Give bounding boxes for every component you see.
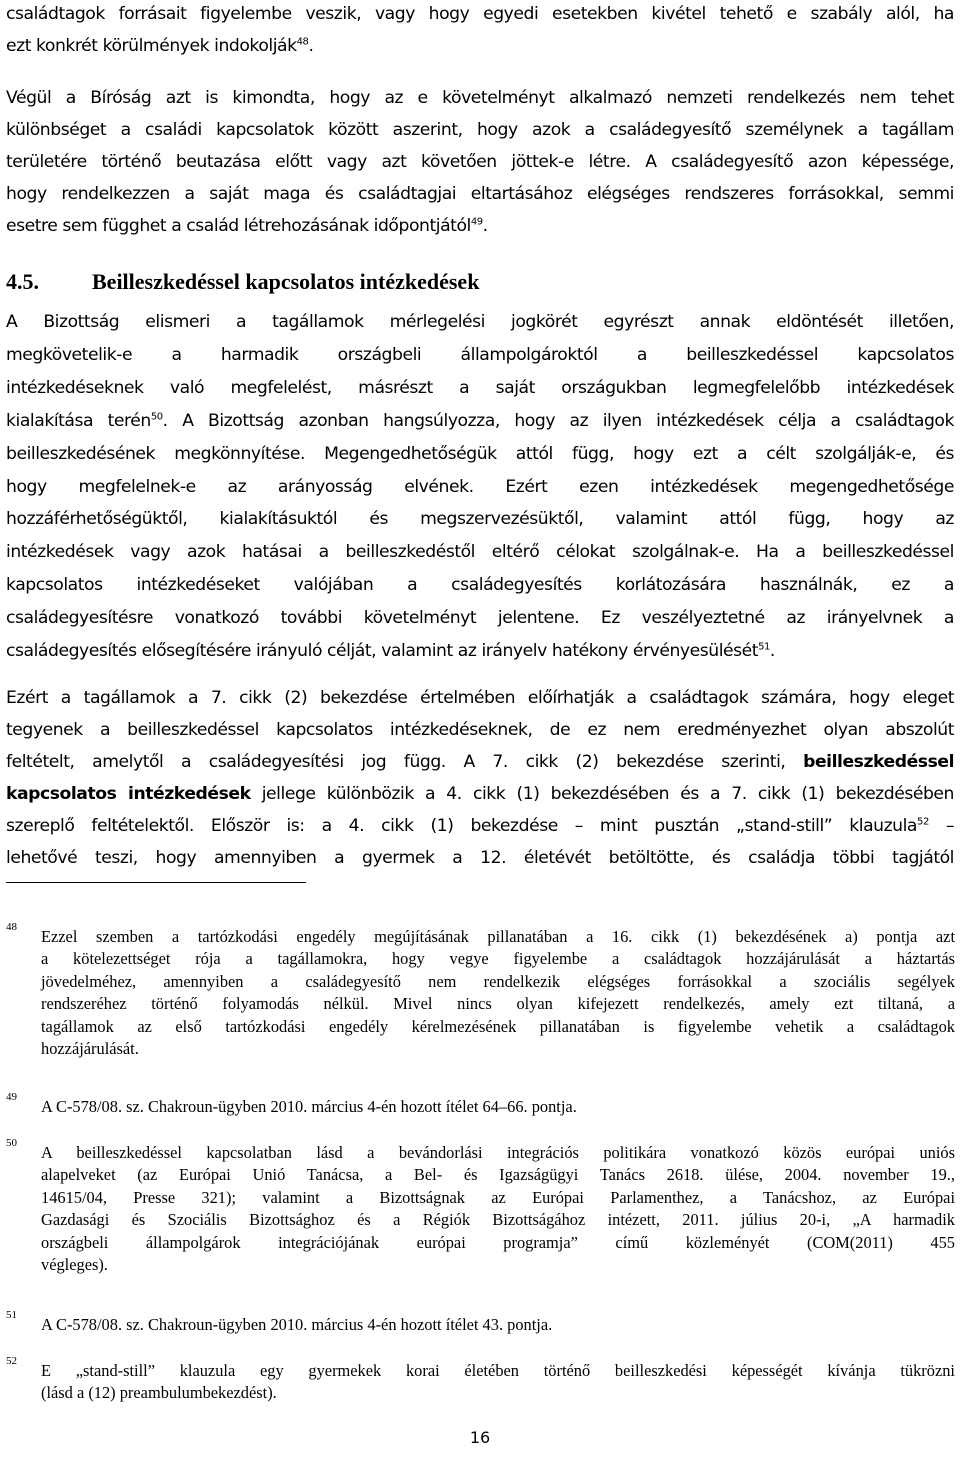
footnote-number: 49 xyxy=(6,1091,17,1103)
footnote-number: 50 xyxy=(6,1137,17,1149)
footnote-text xyxy=(41,1314,955,1336)
section-number: 4.5. xyxy=(6,269,39,294)
page-number: 16 xyxy=(469,1428,491,1447)
text-line xyxy=(6,30,954,62)
text-line: alapelveket (az Európai Unió Tanácsa, a Bel- és Igazságügyi Tanács 2618. ülése, 2004. november 19., xyxy=(41,1165,955,1185)
text-line: végleges). xyxy=(41,1255,108,1275)
text-line: A C-578/08. sz. Chakroun-ügyben 2010. március 4-én hozott ítélet 43. pontja. xyxy=(41,1315,553,1334)
text-line xyxy=(6,746,954,778)
text-line: jövedelméhez, amennyiben a családegyesítő nem rendelkezik elégséges forrásokkal a szociális segélyek xyxy=(41,971,955,991)
text-line: Ezzel szemben a tartózkodási engedély megújításának pillanatában a 16. cikk (1) bekezdésének a) pontja azt xyxy=(41,927,955,946)
footnote-number: 48 xyxy=(6,921,17,933)
text-fragment: családegyesítés elősegítésére irányuló célját, valamint az irányelv hatékony érvényesülését xyxy=(6,641,759,662)
footnote-separator xyxy=(6,882,306,883)
text-fragment: . xyxy=(482,216,488,236)
footnote-ref-52[interactable]: 52 xyxy=(917,816,929,828)
paragraph-2 xyxy=(6,82,954,242)
text-line: A C-578/08. sz. Chakroun-ügyben 2010. március 4-én hozott ítélet 64–66. pontja. xyxy=(41,1097,577,1116)
text-fragment: jellege különbözik a 4. cikk (1) bekezdésében és a 7. cikk (1) bekezdésében xyxy=(261,784,954,804)
section-title: Beilleszkedéssel kapcsolatos intézkedések xyxy=(92,269,480,294)
text-line: rendszeréhez történő folyamodás nélkül. Mivel nincs olyan kifejezett rendelkezés, amely ezt tiltaná, a xyxy=(41,994,955,1014)
text-line: A Bizottság elismeri a tagállamok mérlegelési jogkörét egyrészt annak eldöntését illetően, xyxy=(6,312,954,332)
text-line: (lásd a (12) preambulumbekezdést). xyxy=(41,1383,277,1403)
footnote-ref-49[interactable]: 49 xyxy=(470,216,483,228)
text-line: területére történő beutazása előtt vagy azt követően jöttek-e létre. A családegyesítő azon képessége, xyxy=(6,152,954,172)
text-line: különbséget a családi kapcsolatok között aszerint, hogy azok a családegyesítő személynek a tagállam xyxy=(6,120,954,140)
text-fragment: – xyxy=(928,816,954,836)
section-heading xyxy=(6,266,479,298)
footnote-number: 52 xyxy=(6,1355,17,1367)
text-line xyxy=(6,210,954,242)
text-line: hozzájárulását. xyxy=(41,1039,139,1059)
footnote-text xyxy=(41,1096,955,1118)
text-line: beilleszkedésének megkönnyítése. Megengedhetőségük attól függ, hogy ezt a célt szolgálják-e, és xyxy=(6,443,954,464)
text-line: tegyenek a beilleszkedéssel kapcsolatos intézkedéseknek, de ez nem eredményezhet olyan abszolút xyxy=(6,720,954,740)
text-fragment: . xyxy=(308,36,314,56)
paragraph-3 xyxy=(6,306,954,668)
text-line: intézkedéseknek való megfelelést, másrészt a saját országukban legmegfelelőbb intézkedések xyxy=(6,377,954,398)
text-line xyxy=(6,405,954,438)
paragraph-4 xyxy=(6,682,954,874)
text-fragment: kialakítása terén xyxy=(6,410,151,431)
footnote-number: 51 xyxy=(6,1309,17,1321)
text-line: családegyesítésre vonatkozó további követelményt jelentene. Ez veszélyeztetné az irányelvnek a xyxy=(6,608,954,629)
text-fragment: . xyxy=(769,641,775,662)
text-line: hogy rendelkezzen a saját maga és családtagjai eltartásához elégséges rendszeres forrásokkal, semmi xyxy=(6,184,954,204)
text-line: országbeli állampolgárok integrációjának európai programja” című közleményét (COM(2011) 455 xyxy=(41,1232,955,1252)
footnote-ref-48[interactable]: 48 xyxy=(296,36,309,48)
text-line: A beilleszkedéssel kapcsolatban lásd a bevándorlási integrációs politikára vonatkozó közös európai uniós xyxy=(41,1143,955,1162)
text-fragment: feltételt, amelytől a családegyesítési jog függ. A 7. cikk (2) bekezdése szerinti, xyxy=(6,752,786,772)
bold-phrase: kapcsolatos intézkedések xyxy=(6,784,251,804)
text-line: Gazdasági és Szociális Bizottsághoz és a Régiók Bizottságához intézett, 2011. július 20-i, „A harmadik xyxy=(41,1210,955,1230)
text-line: kapcsolatos intézkedéseket valójában a családegyesítés korlátozására használnák, ez a xyxy=(6,575,954,596)
text-fragment: esetre sem függhet a család létrehozásának időpontjától xyxy=(6,216,471,236)
text-line: családtagok forrásait figyelembe veszik, vagy hogy egyedi esetekben kivétel tehető e szabály alól, ha xyxy=(6,4,954,24)
text-line: E „stand-still” klauzula egy gyermekek korai életében történő beilleszkedési képességét kívánja tükrözni xyxy=(41,1361,955,1380)
footnote-ref-51[interactable]: 51 xyxy=(758,641,770,653)
footnote-ref-50[interactable]: 50 xyxy=(150,410,163,422)
footnote-text xyxy=(41,1360,955,1405)
text-fragment: szereplő feltételektől. Először is: a 4. cikk (1) bekezdése – mint pusztán „stand-still” klauzula xyxy=(6,816,918,836)
text-line: Végül a Bíróság azt is kimondta, hogy az e követelményt alkalmazó nemzeti rendelkezés nem tehet xyxy=(6,88,954,108)
footnote-text xyxy=(41,1142,955,1276)
text-line: hozzáférhetőségüktől, kialakításuktól és megszervezésüktől, valamint attól függ, hogy az xyxy=(6,509,954,530)
text-line: a kötelezettséget rója a tagállamokra, hogy vegye figyelembe a családtagok hozzájárulását a háztartás xyxy=(41,949,955,969)
text-fragment: ezt konkrét körülmények indokolják xyxy=(6,36,297,56)
text-line: megkövetelik-e a harmadik országbeli állampolgároktól a beilleszkedéssel kapcsolatos xyxy=(6,344,954,365)
text-line xyxy=(6,810,954,842)
bold-phrase: beilleszkedéssel xyxy=(803,752,955,772)
text-line xyxy=(6,635,954,668)
text-line xyxy=(6,778,954,810)
text-line: 14615/04, Presse 321); valamint a Bizottságnak az Európai Parlamenthez, a Tanácshoz, az Európai xyxy=(41,1187,955,1207)
text-line: hogy megfelelnek-e az arányosság elvének. Ezért ezen intézkedések megengedhetősége xyxy=(6,476,954,497)
text-line: intézkedések vagy azok hatásai a beilleszkedéstől eltérő célokat szolgálnak-e. Ha a beilleszkedéssel xyxy=(6,542,954,563)
footnote-text xyxy=(41,926,955,1060)
text-line: Ezért a tagállamok a 7. cikk (2) bekezdése értelmében előírhatják a családtagok számára, hogy eleget xyxy=(6,688,954,708)
text-line: tagállamok az első tartózkodási engedély kérelmezésének pillanatában is figyelembe vehetik a családtagok xyxy=(41,1016,955,1036)
paragraph-continuation xyxy=(6,0,954,62)
text-fragment: . A Bizottság azonban hangsúlyozza, hogy az ilyen intézkedések célja a családtagok xyxy=(162,410,954,431)
text-line: lehetővé teszi, hogy amennyiben a gyermek a 12. életévét betöltötte, és családja többi tagjától xyxy=(6,848,954,868)
